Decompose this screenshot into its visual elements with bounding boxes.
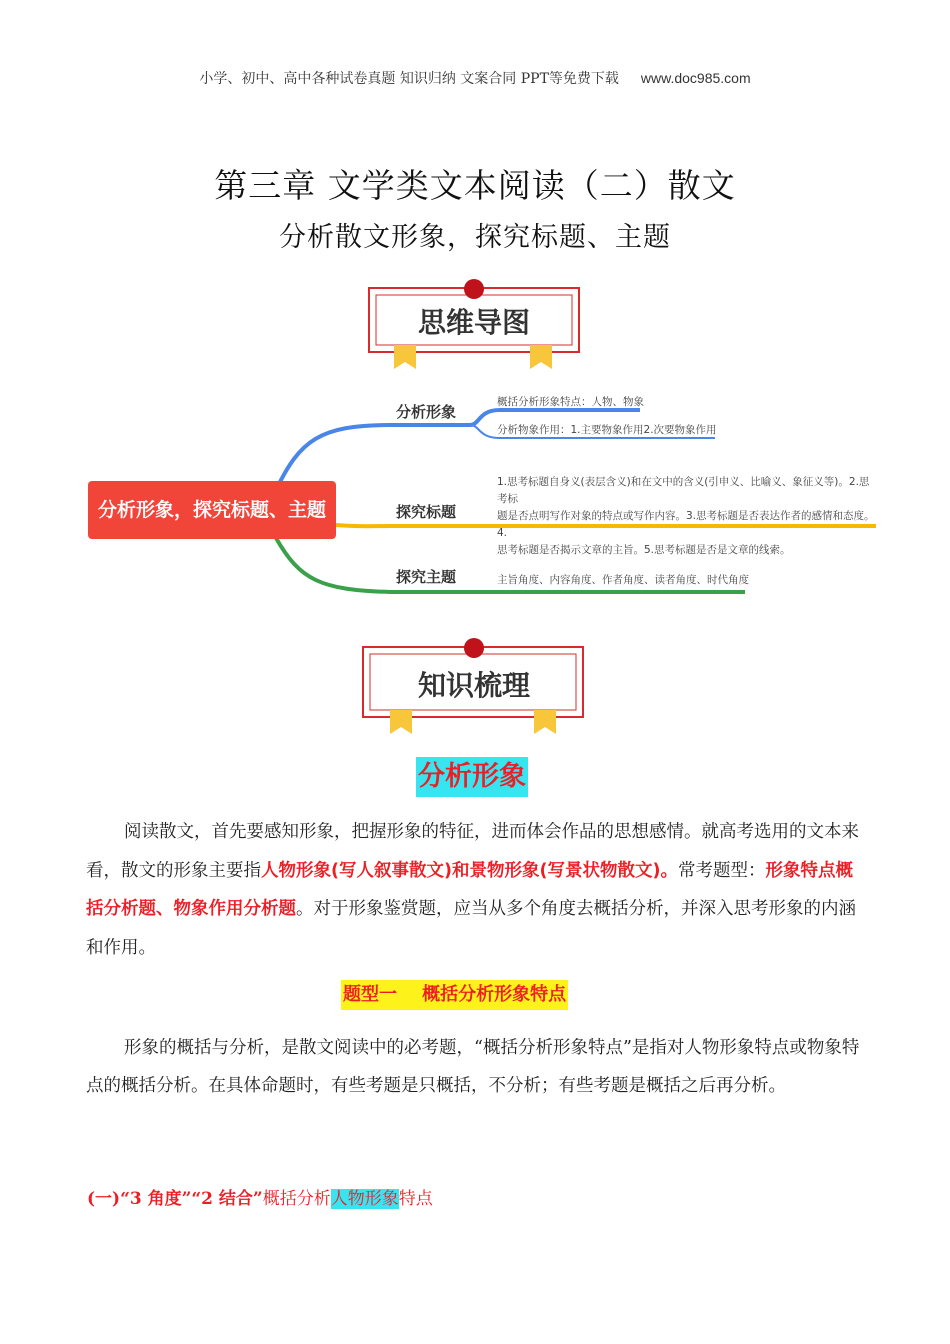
header-text: 小学、初中、高中各种试卷真题 知识归纳 文案合同 PPT等免费下载 — [199, 71, 619, 87]
badge-pin-icon — [464, 279, 484, 299]
badge-knowledge-label: 知识梳理 — [417, 669, 531, 702]
sub-heading-b: 概括分析 — [262, 1189, 331, 1209]
para1-d: 形象特点概括分析题、物象作用分析题 — [86, 860, 853, 919]
leaf-title-methods — [497, 474, 877, 559]
type-paragraph — [86, 1030, 868, 1105]
badge-pin-icon — [464, 638, 484, 658]
para1-a: 阅读散文，首先要感知形象，把握形象的特征，进而体会作品的思想感情。就高考选用的文本来看，散文的形象主要指 — [86, 822, 859, 881]
branch-analyze-image: 分析形象 — [396, 403, 457, 421]
para1-b: 人物形象(写人叙事散文)和景物形象(写景状物散文)。 — [261, 860, 678, 881]
section-heading: 分析形象 — [416, 757, 528, 797]
leaf-title-line-3: 思考标题是否揭示文章的主旨。5.思考标题是否是文章的线索。 — [497, 544, 791, 556]
leaf-theme-angles: 主旨角度、内容角度、作者角度、读者角度、时代角度 — [497, 574, 749, 586]
intro-paragraph — [86, 813, 866, 967]
sub-heading-d: 特点 — [398, 1189, 433, 1209]
sub-heading — [87, 1184, 433, 1209]
leaf-image-traits: 概括分析形象特点：人物、物象 — [497, 396, 644, 408]
mindmap-root: 分析形象，探究标题、主题 — [88, 481, 336, 539]
ribbon-right-icon — [530, 345, 552, 369]
branch-explore-title: 探究标题 — [396, 503, 457, 521]
leaf-title-line-2: 题是否点明写作对象的特点或写作内容。3.思考标题是否表达作者的感情和态度。4. — [497, 510, 875, 539]
para1-c: 常考题型： — [678, 860, 766, 881]
sub-heading-c: 人物形象 — [330, 1189, 399, 1209]
ribbon-left-icon — [394, 345, 416, 369]
header-url[interactable]: www.doc985.com — [640, 70, 751, 86]
chapter-subtitle: 分析散文形象，探究标题、主题 — [279, 222, 671, 253]
chapter-title: 第三章 文学类文本阅读（二）散文 — [214, 166, 736, 205]
ribbon-right-icon — [534, 710, 556, 734]
leaf-object-role: 分析物象作用：1.主要物象作用2.次要物象作用 — [497, 424, 717, 436]
para2-text: 形象的概括与分析，是散文阅读中的必考题，“概括分析形象特点”是指对人物形象特点或物象特点的概括分析。在具体命题时，有些考题是只概括，不分析；有些考题是概括之后再分析。 — [86, 1038, 860, 1096]
branch-explore-theme: 探究主题 — [396, 568, 457, 586]
mindmap-badge — [366, 278, 582, 373]
leaf-title-line-1: 1.思考标题自身义(表层含义)和在文中的含义(引申义、比喻义、象征义等)。2.思考标 — [497, 476, 870, 505]
sub-heading-a: (一)“3 角度”“2 结合” — [87, 1189, 263, 1209]
badge-mindmap-label: 思维导图 — [417, 306, 531, 339]
page-header — [0, 68, 950, 88]
knowledge-badge — [360, 635, 586, 735]
ribbon-left-icon — [390, 710, 412, 734]
question-type-heading: 题型一 概括分析形象特点 — [341, 980, 568, 1010]
para1-e: 。对于形象鉴赏题，应当从多个角度去概括分析，并深入思考形象的内涵和作用。 — [86, 899, 856, 958]
